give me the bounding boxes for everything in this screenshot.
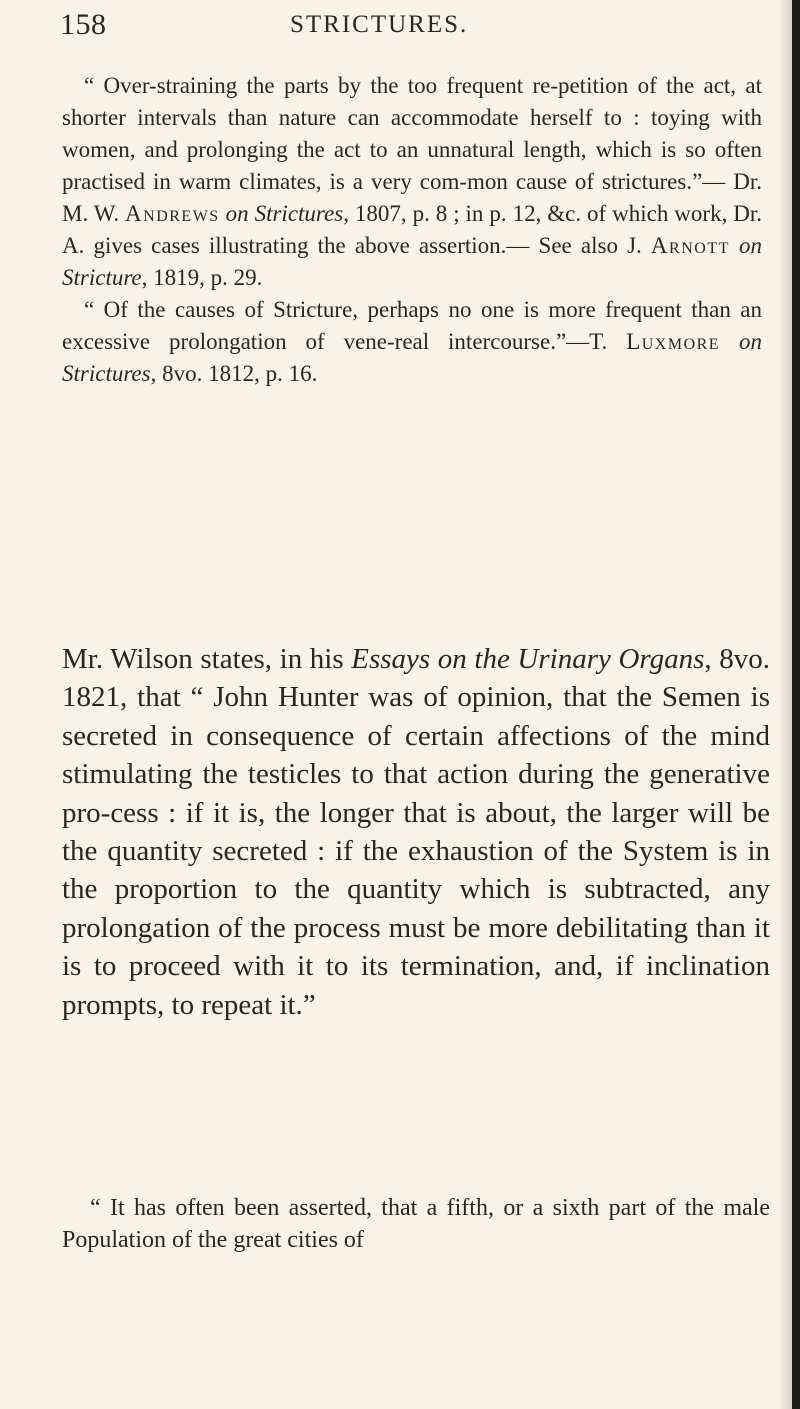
work-title: Strictures [62, 361, 151, 386]
author-name: Andrews [125, 201, 220, 226]
footnote-luxmore: “ Of the causes of Stricture, perhaps no one is more frequent than an excessive prolongation of vene-real intercourse.”—T. Luxmore on Strictures, 8vo. 1812, p. 16. [62, 297, 762, 386]
page-edge-shadow [778, 0, 792, 1409]
running-head: STRICTURES. [290, 11, 469, 38]
page-edge [792, 0, 800, 1409]
work-title: Stricture [62, 265, 142, 290]
page-number: 158 [60, 8, 107, 41]
work-title: Essays on the Urinary Organs [351, 643, 705, 675]
footnote-andrews: “ Over-straining the parts by the too frequent re-petition of the act, at shorter intervals than nature can accommodate herself to : toying with women, and prolonging the act to an unnatural length, which is so often practised in warm climates, is a very com-mon cause of strictures.”— Dr. M. W. Andrews on Strictures, 1807, p. 8 ; in p. 12, &c. of which work, Dr. A. gives cases illustrating the above assertion.— See also J. Arnott on Stricture, 1819, p. 29. [62, 73, 763, 290]
page-header [60, 8, 680, 48]
footnotes [62, 70, 762, 390]
main-paragraph: Mr. Wilson states, in his Essays on the Urinary Organs, 8vo. 1821, that “ John Hunter was of opinion, that the Semen is secreted in consequence of certain affections of the mind stimulating the testicles to that action during the generative pro-cess : if it is, the longer that is about, the larger will be the quantity secreted : if the exhaustion of the System is in the proportion to the quantity which is subtracted, any prolongation of the process must be more debilitating than it is to proceed with it to its termination, and, if inclination prompts, to repeat it.” [62, 643, 770, 1021]
work-title: Strictures [254, 201, 344, 226]
author-name: Luxmore [626, 329, 721, 354]
author-name: Arnott [650, 233, 730, 258]
quote-paragraph: “ It has often been asserted, that a fifth, or a sixth part of the male Population of the great cities of [62, 1195, 770, 1253]
